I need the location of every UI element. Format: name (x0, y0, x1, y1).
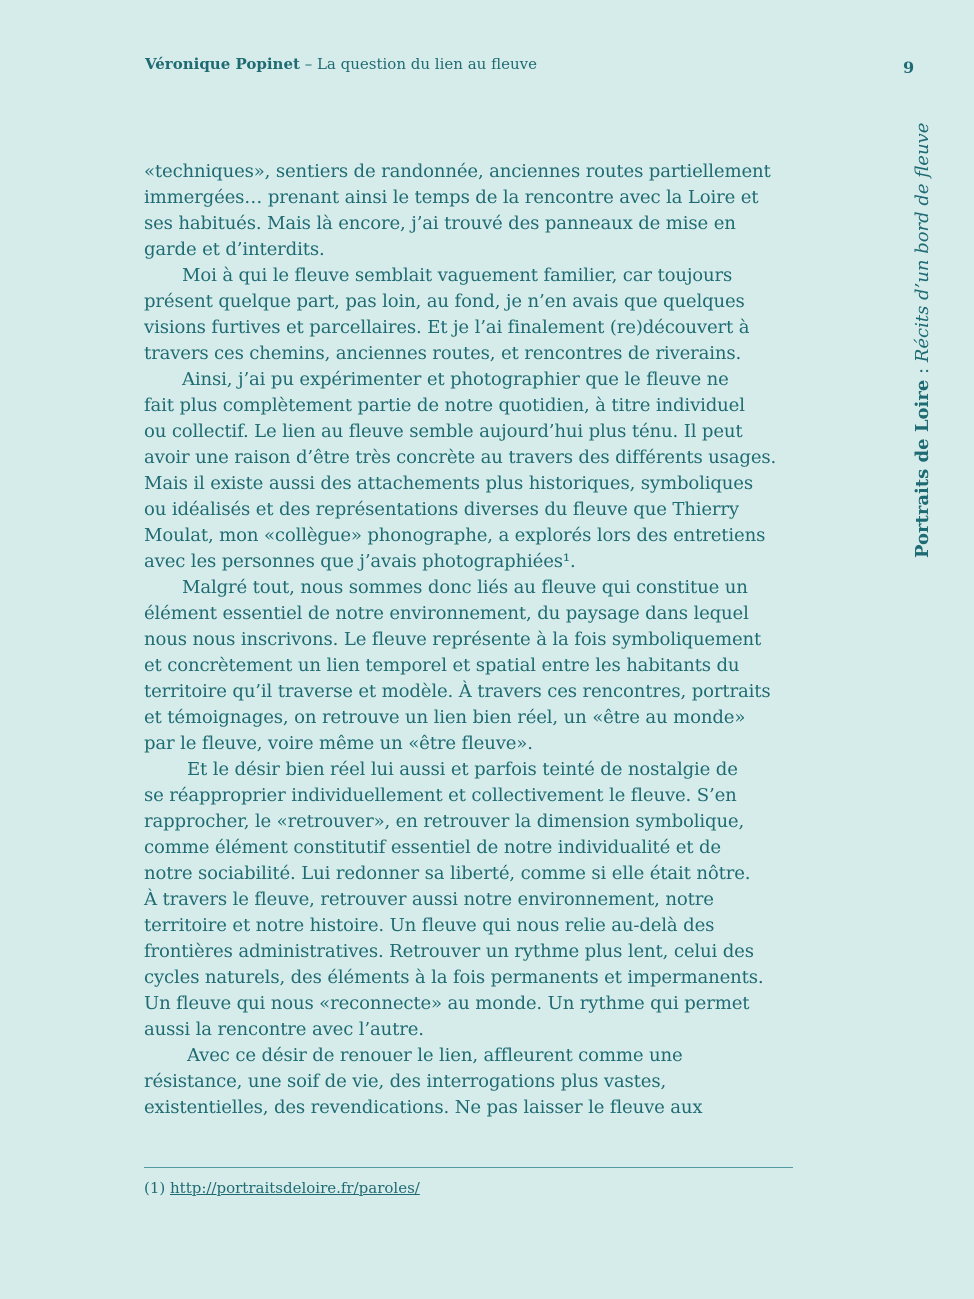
text-line: visions furtives et parcellaires. Et je l’ai finalement (re)découvert à (144, 317, 750, 338)
footnote-marker: (1) (144, 1179, 171, 1197)
text-line: territoire et notre histoire. Un fleuve qui nous relie au-delà des (144, 915, 715, 936)
text-line: notre sociabilité. Lui redonner sa liberté, comme si elle était nôtre. (144, 863, 751, 884)
text-line: ou idéalisés et des représentations diverses du fleuve que Thierry (144, 499, 739, 520)
text-line: aussi la rencontre avec l’autre. (144, 1019, 424, 1040)
text-line: rapprocher, le «retrouver», en retrouver la dimension symbolique, (144, 811, 745, 832)
text-line: travers ces chemins, anciennes routes, et rencontres de riverains. (144, 343, 742, 364)
text-line: Et le désir bien réel lui aussi et parfois teinté de nostalgie de (187, 759, 738, 780)
footnote-divider (144, 1167, 793, 1168)
text-line: Mais il existe aussi des attachements plus historiques, symboliques (144, 473, 753, 494)
text-line: cycles naturels, des éléments à la fois permanents et impermanents. (144, 967, 764, 988)
text-line: existentielles, des revendications. Ne pas laisser le fleuve aux (144, 1097, 703, 1118)
text-line: par le fleuve, voire même un «être fleuve». (144, 733, 533, 754)
running-header (145, 54, 537, 74)
text-line: et concrètement un lien temporel et spatial entre les habitants du (144, 655, 740, 676)
book-title: Portraits de Loire (912, 379, 933, 558)
text-line: élément essentiel de notre environnement, du paysage dans lequel (144, 603, 749, 624)
footnote (144, 1178, 420, 1198)
text-line: et témoignages, on retrouve un lien bien réel, un «être au monde» (144, 707, 746, 728)
text-line: Moulat, mon «collègue» phonographe, a explorés lors des entretiens (144, 525, 766, 546)
text-line: frontières administratives. Retrouver un rythme plus lent, celui des (144, 941, 754, 962)
text-line: garde et d’interdits. (144, 239, 325, 260)
text-line: Moi à qui le fleuve semblait vaguement familier, car toujours (182, 265, 733, 286)
book-subtitle: Récits d’un bord de fleuve (912, 122, 933, 363)
text-line: avec les personnes que j’avais photographiées¹. (144, 551, 576, 572)
text-line: Un fleuve qui nous «reconnecte» au monde. Un rythme qui permet (144, 993, 750, 1014)
author-name: Véronique Popinet (145, 55, 300, 73)
header-separator: – (299, 55, 317, 73)
footnote-link[interactable]: http://portraitsdeloire.fr/paroles/ (170, 1179, 420, 1197)
text-line: avoir une raison d’être très concrète au travers des différents usages. (144, 447, 777, 468)
text-line: Malgré tout, nous sommes donc liés au fleuve qui constitue un (182, 577, 748, 598)
text-line: À travers le fleuve, retrouver aussi notre environnement, notre (144, 889, 714, 910)
text-line: immergées… prenant ainsi le temps de la rencontre avec la Loire et (144, 187, 759, 208)
vertical-book-title (912, 123, 934, 558)
text-line: se réapproprier individuellement et collectivement le fleuve. S’en (144, 785, 737, 806)
book-title-separator: : (912, 362, 933, 380)
text-line: territoire qu’il traverse et modèle. À travers ces rencontres, portraits (144, 681, 771, 702)
text-line: fait plus complètement partie de notre quotidien, à titre individuel (144, 395, 745, 416)
text-line: présent quelque part, pas loin, au fond, je n’en avais que quelques (144, 291, 745, 312)
text-line: ses habitués. Mais là encore, j’ai trouvé des panneaux de mise en (144, 213, 736, 234)
text-line: Ainsi, j’ai pu expérimenter et photographier que le fleuve ne (182, 369, 729, 390)
text-line: nous nous inscrivons. Le fleuve représente à la fois symboliquement (144, 629, 762, 650)
chapter-title: La question du lien au fleuve (316, 55, 537, 73)
text-line: comme élément constitutif essentiel de notre individualité et de (144, 837, 721, 858)
text-line: Avec ce désir de renouer le lien, affleurent comme une (187, 1045, 683, 1066)
text-line: résistance, une soif de vie, des interrogations plus vastes, (144, 1071, 667, 1092)
body-text (144, 159, 804, 1121)
page-number: 9 (903, 58, 915, 77)
text-line: ou collectif. Le lien au fleuve semble aujourd’hui plus ténu. Il peut (144, 421, 743, 442)
text-line: «techniques», sentiers de randonnée, anciennes routes partiellement (144, 161, 771, 182)
